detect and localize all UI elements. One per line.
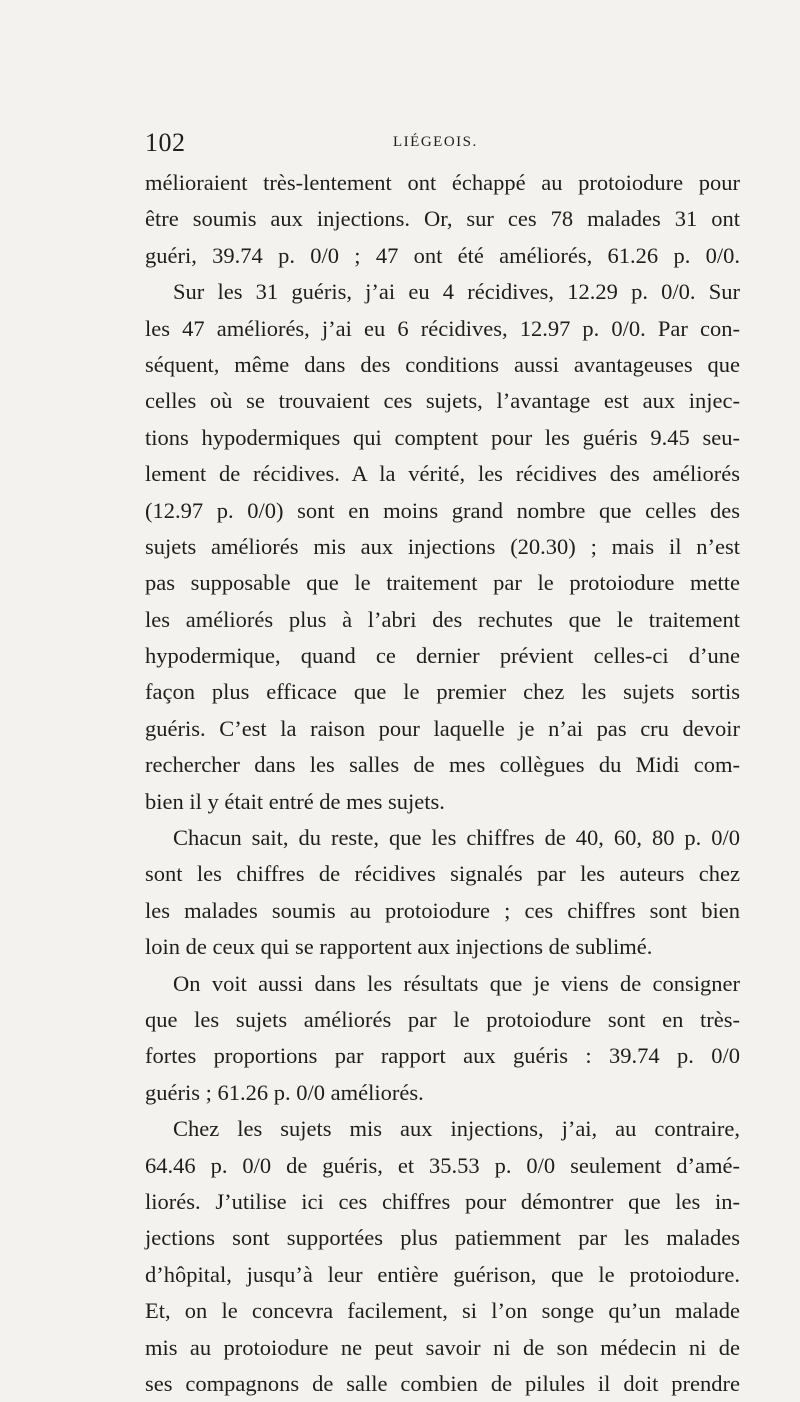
text-line: façon plus efficace que le premier chez les sujets sortis	[145, 679, 740, 705]
text-line: Sur les 31 guéris, j’ai eu 4 récidives, 12.29 p. 0/0. Sur	[173, 279, 740, 305]
text-line: jections sont supportées plus patiemment par les malades	[145, 1225, 740, 1251]
text-line: être soumis aux injections. Or, sur ces 78 malades 31 ont	[145, 206, 740, 232]
page-number: 102	[145, 128, 186, 157]
text-line: fortes proportions par rapport aux guéris : 39.74 p. 0/0	[145, 1043, 740, 1069]
text-line: tions hypodermiques qui comptent pour les guéris 9.45 seu-	[145, 424, 740, 450]
text-line: liorés. J’utilise ici ces chiffres pour démontrer que les in-	[145, 1188, 740, 1214]
text-line: ses compagnons de salle combien de pilules il doit prendre	[145, 1370, 740, 1396]
text-line: sujets améliorés mis aux injections (20.30) ; mais il n’est	[145, 533, 740, 559]
text-line: mis au protoiodure ne peut savoir ni de son médecin ni de	[145, 1334, 740, 1360]
text-line: que les sujets améliorés par le protoiodure sont en très-	[145, 1006, 740, 1032]
text-line: Chez les sujets mis aux injections, j’ai, au contraire,	[173, 1116, 740, 1142]
text-line: (12.97 p. 0/0) sont en moins grand nombre que celles des	[145, 497, 740, 523]
text-line: 64.46 p. 0/0 de guéris, et 35.53 p. 0/0 seulement d’amé-	[145, 1152, 740, 1178]
text-line: bien il y était entré de mes sujets.	[145, 788, 445, 814]
text-line: guéris. C’est la raison pour laquelle je n’ai pas cru devoir	[145, 715, 740, 741]
text-line: celles où se trouvaient ces sujets, l’avantage est aux injec-	[145, 388, 740, 414]
text-line: sont les chiffres de récidives signalés par les auteurs chez	[145, 861, 740, 887]
running-title: LIÉGEOIS.	[393, 134, 478, 150]
text-line: les malades soumis au protoiodure ; ces chiffres sont bien	[145, 897, 740, 923]
text-line: guéris ; 61.26 p. 0/0 améliorés.	[145, 1079, 424, 1105]
text-line: les 47 améliorés, j’ai eu 6 récidives, 12.97 p. 0/0. Par con-	[145, 315, 740, 341]
text-line: mélioraient très-lentement ont échappé au protoiodure pour	[145, 170, 740, 195]
text-line: loin de ceux qui se rapportent aux injections de sublimé.	[145, 934, 653, 960]
text-line: hypodermique, quand ce dernier prévient celles-ci d’une	[145, 643, 740, 669]
text-line: Et, on le concevra facilement, si l’on songe qu’un malade	[145, 1298, 740, 1324]
page-header	[145, 128, 740, 168]
text-line: d’hôpital, jusqu’à leur entière guérison, que le protoiodure.	[145, 1261, 740, 1287]
text-line: séquent, même dans des conditions aussi avantageuses que	[145, 351, 740, 377]
text-line: On voit aussi dans les résultats que je viens de consigner	[173, 970, 740, 996]
text-line: les améliorés plus à l’abri des rechutes que le traitement	[145, 606, 740, 632]
text-line: rechercher dans les salles de mes collègues du Midi com-	[145, 752, 740, 778]
body-text	[145, 165, 740, 1402]
text-line: Chacun sait, du reste, que les chiffres de 40, 60, 80 p. 0/0	[173, 825, 740, 851]
text-line: pas supposable que le traitement par le protoiodure mette	[145, 570, 740, 596]
text-line: guéri, 39.74 p. 0/0 ; 47 ont été améliorés, 61.26 p. 0/0.	[145, 242, 740, 268]
text-line: lement de récidives. A la vérité, les récidives des améliorés	[145, 461, 740, 487]
